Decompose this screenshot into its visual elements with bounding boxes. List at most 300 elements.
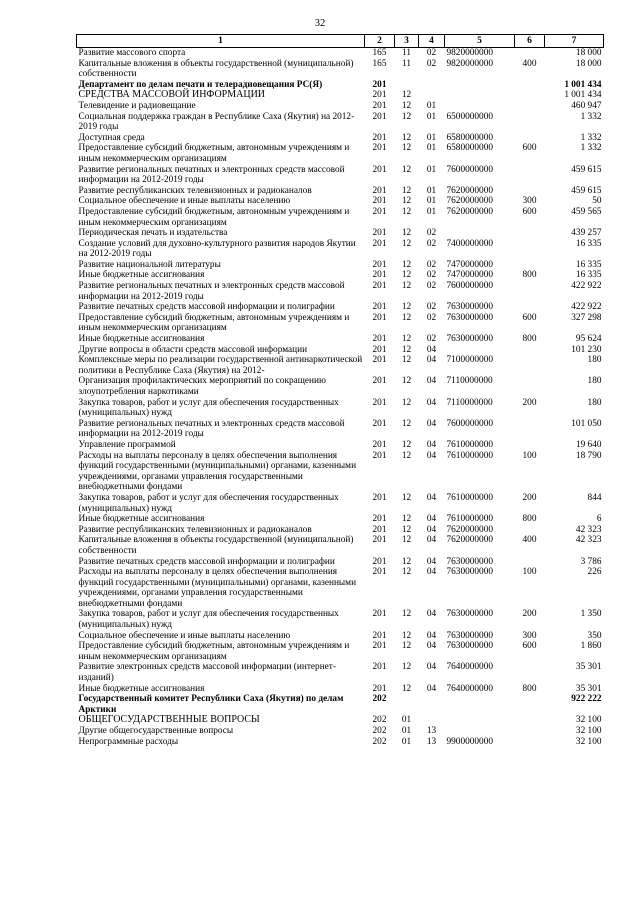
budget-table (76, 34, 604, 747)
row-code-subsection: 04 (426, 683, 437, 694)
row-name: Развитие республиканских телевизионных и радиоканалов (78, 185, 312, 196)
row-code-section: 12 (401, 514, 412, 525)
table-row (77, 514, 604, 525)
row-amount: 101 050 (571, 418, 602, 429)
row-code-admin: 201 (372, 334, 387, 345)
table-row (77, 112, 604, 133)
row-code-target: 7620000000 (446, 185, 493, 196)
row-code-target: 7600000000 (446, 418, 493, 429)
row-code-admin: 201 (372, 609, 387, 620)
row-code-admin: 201 (372, 90, 387, 101)
row-code-section: 01 (401, 715, 412, 726)
row-name: Развитие печатных средств массовой информации и полиграфии (78, 302, 335, 313)
row-code-admin: 201 (372, 630, 387, 641)
row-code-expense-type (515, 662, 545, 683)
row-amount: 226 (587, 567, 602, 578)
row-amount: 3 786 (580, 556, 602, 567)
row-code-expense-type: 400 (522, 58, 537, 69)
row-code-target: 7630000000 (446, 567, 493, 578)
row-amount: 6 (596, 514, 602, 525)
row-amount: 1 332 (580, 132, 602, 143)
row-code-subsection: 04 (426, 567, 437, 578)
row-code-admin: 202 (372, 726, 387, 736)
row-name: Предоставление субсидий бюджетным, автономным учреждениям и иным некоммерческим организациям (78, 143, 350, 164)
table-row (77, 345, 604, 356)
row-code-expense-type (515, 133, 545, 144)
row-code-target: 7640000000 (446, 683, 493, 694)
row-code-admin: 201 (372, 196, 387, 207)
row-code-target: 7110000000 (446, 376, 493, 387)
row-code-subsection: 02 (426, 270, 437, 281)
row-code-expense-type (515, 355, 545, 376)
row-name: СРЕДСТВА МАССОВОЙ ИНФОРМАЦИИ (78, 89, 266, 101)
row-code-section: 12 (401, 376, 412, 387)
row-code-expense-type (515, 376, 545, 397)
col-header-1: 1 (77, 35, 365, 48)
row-name: Социальная поддержка граждан в Республике Саха (Якутия) на 2012-2019 годы (78, 111, 355, 133)
row-name: Департамент по делам печати и телерадиовещания РС(Я) (78, 79, 323, 90)
row-code-expense-type: 800 (522, 270, 537, 281)
row-code-admin: 201 (372, 206, 387, 217)
row-code-target: 6580000000 (446, 132, 493, 143)
row-code-expense-type: 200 (522, 609, 537, 620)
row-amount: 1 001 434 (564, 79, 602, 90)
row-code-section: 12 (401, 609, 412, 620)
row-name: Социальное обеспечение и иные выплаты населению (78, 196, 291, 207)
row-code-admin: 201 (372, 683, 387, 694)
row-amount: 50 (592, 196, 602, 207)
row-code-subsection (419, 80, 445, 91)
row-code-section: 12 (401, 312, 412, 323)
row-code-admin: 201 (372, 164, 387, 175)
row-code-section: 12 (401, 132, 412, 143)
row-name: Развитие региональных печатных и электронных средств массовой информации на 2012-2019 годы (78, 164, 345, 186)
row-amount: 19 640 (575, 439, 602, 450)
row-code-subsection: 02 (426, 228, 437, 239)
row-name: Капитальные вложения в объекты государственной (муниципальной) собственности (78, 58, 354, 80)
row-code-expense-type: 600 (522, 641, 537, 652)
row-name: Развитие региональных печатных и электронных средств массовой информации на 2012-2019 годы (78, 281, 345, 302)
row-code-admin: 201 (372, 111, 387, 122)
row-code-section: 12 (401, 439, 412, 450)
row-code-target (445, 228, 515, 239)
row-code-target: 7620000000 (446, 206, 493, 217)
row-code-expense-type: 100 (522, 450, 537, 461)
col-header-6: 6 (515, 35, 545, 48)
table-row (77, 260, 604, 271)
row-name: Комплексные меры по реализации государственной антинаркотической политики в Республике Саха (Якутия) на 2012- (78, 355, 363, 376)
row-code-target: 7610000000 (446, 514, 493, 525)
table-row (77, 101, 604, 112)
row-code-admin: 201 (372, 418, 387, 429)
row-code-subsection: 02 (426, 48, 437, 58)
row-code-section: 12 (401, 270, 412, 281)
row-code-subsection: 01 (426, 132, 437, 143)
row-code-expense-type (515, 419, 545, 440)
row-code-section: 12 (401, 397, 412, 408)
row-code-target: 7640000000 (446, 662, 493, 673)
row-code-subsection (419, 715, 445, 726)
row-code-subsection: 04 (426, 355, 437, 366)
row-code-expense-type: 600 (522, 143, 537, 154)
row-code-section: 12 (401, 164, 412, 175)
row-name: Предоставление субсидий бюджетным, автономным учреждениям и иным некоммерческим организациям (78, 206, 350, 228)
row-amount: 16 335 (575, 238, 602, 249)
row-code-target: 7620000000 (446, 524, 493, 535)
row-code-target (445, 101, 515, 112)
table-row (77, 186, 604, 197)
table-row (77, 133, 604, 144)
row-code-section: 12 (401, 450, 412, 461)
row-code-expense-type: 400 (522, 535, 537, 546)
row-code-expense-type (515, 715, 545, 726)
row-code-target (445, 726, 515, 737)
row-code-subsection: 04 (426, 344, 437, 355)
row-code-admin: 201 (372, 185, 387, 196)
row-code-expense-type: 200 (522, 397, 537, 408)
row-name: Развитие массового спорта (78, 48, 186, 58)
row-code-expense-type: 100 (522, 567, 537, 578)
row-amount: 459 565 (571, 206, 602, 217)
row-code-subsection: 04 (426, 630, 437, 641)
row-code-expense-type (515, 260, 545, 271)
row-code-subsection: 13 (426, 736, 437, 747)
row-amount: 459 615 (571, 185, 602, 196)
row-name: Капитальные вложения в объекты государственной (муниципальной) собственности (78, 535, 354, 556)
row-code-subsection: 02 (426, 334, 437, 345)
row-amount: 32 100 (575, 715, 602, 726)
row-amount: 350 (587, 630, 602, 641)
row-code-expense-type (515, 557, 545, 568)
row-code-target: 7630000000 (446, 334, 493, 345)
row-name: Иные бюджетные ассигнования (78, 334, 205, 345)
row-code-target (445, 715, 515, 726)
row-code-subsection: 02 (426, 238, 437, 249)
row-name: Иные бюджетные ассигнования (78, 270, 205, 281)
row-code-target: 9900000000 (446, 736, 493, 747)
row-name: Развитие печатных средств массовой информации и полиграфии (78, 556, 335, 567)
table-row (77, 535, 604, 556)
row-code-subsection: 04 (426, 376, 437, 387)
row-code-admin: 201 (372, 641, 387, 652)
table-row (77, 376, 604, 397)
header-row (77, 35, 604, 48)
row-name: Расходы на выплаты персоналу в целях обеспечения выполнения функций государственными (муниципальными) органами, казенными учреждениями, органами управления государственными внебюджетными фондами (78, 567, 357, 609)
table-row (77, 694, 604, 715)
col-header-7: 7 (545, 35, 604, 48)
table-row (77, 143, 604, 164)
row-amount: 439 257 (571, 228, 602, 239)
row-code-target: 6500000000 (446, 111, 493, 122)
row-code-subsection: 04 (426, 439, 437, 450)
row-code-expense-type: 600 (522, 312, 537, 323)
row-code-subsection: 04 (426, 418, 437, 429)
table-row (77, 270, 604, 281)
row-amount: 16 335 (575, 270, 602, 281)
row-code-expense-type (515, 165, 545, 186)
row-code-expense-type (515, 228, 545, 239)
table-row (77, 726, 604, 737)
row-code-expense-type: 600 (522, 206, 537, 217)
row-code-target: 7630000000 (446, 312, 493, 323)
row-amount: 32 100 (575, 736, 602, 747)
row-code-section (395, 80, 419, 91)
row-code-section: 12 (401, 334, 412, 345)
row-code-admin: 201 (372, 439, 387, 450)
row-code-target: 7620000000 (446, 535, 493, 546)
row-code-section: 12 (401, 641, 412, 652)
row-amount: 42 323 (575, 535, 602, 546)
table-row (77, 59, 604, 80)
row-code-admin: 202 (372, 736, 387, 747)
row-name: Закупка товаров, работ и услуг для обеспечения государственных (муниципальных) нужд (78, 492, 339, 514)
row-name: Закупка товаров, работ и услуг для обеспечения государственных (муниципальных) нужд (78, 397, 339, 419)
row-code-admin: 201 (372, 662, 387, 673)
row-code-admin: 201 (372, 514, 387, 525)
row-code-expense-type: 300 (522, 196, 537, 207)
row-name: Телевидение и радиовещание (78, 100, 196, 111)
row-code-section: 12 (401, 196, 412, 207)
row-amount: 18 000 (575, 48, 602, 58)
row-code-admin: 202 (372, 694, 387, 705)
row-code-target: 7630000000 (446, 556, 493, 567)
row-code-admin: 201 (372, 100, 387, 111)
row-code-subsection: 01 (426, 111, 437, 122)
row-code-expense-type (515, 726, 545, 737)
table-row (77, 609, 604, 630)
row-code-target: 6580000000 (446, 143, 493, 154)
row-code-target: 7470000000 (446, 259, 493, 270)
row-amount: 922 222 (571, 694, 602, 705)
row-name: Развитие национальной литературы (78, 259, 221, 270)
col-header-5: 5 (445, 35, 515, 48)
table-row (77, 419, 604, 440)
row-code-section: 12 (401, 238, 412, 249)
row-code-expense-type (515, 186, 545, 197)
row-code-expense-type (515, 525, 545, 536)
row-code-admin: 201 (372, 376, 387, 387)
row-code-subsection: 04 (426, 662, 437, 673)
table-row (77, 228, 604, 239)
row-code-section: 12 (401, 535, 412, 546)
row-code-section: 01 (401, 726, 412, 736)
row-code-target: 7630000000 (446, 630, 493, 641)
row-code-expense-type (515, 302, 545, 313)
row-code-section: 12 (401, 143, 412, 154)
row-code-target: 7470000000 (446, 270, 493, 281)
row-code-subsection: 02 (426, 281, 437, 292)
table-row (77, 398, 604, 419)
row-code-target (445, 90, 515, 101)
row-amount: 18 000 (575, 58, 602, 69)
row-code-admin: 201 (372, 397, 387, 408)
row-code-subsection: 04 (426, 535, 437, 546)
row-code-admin: 201 (372, 259, 387, 270)
row-code-expense-type (515, 440, 545, 451)
row-code-admin: 201 (372, 312, 387, 323)
row-code-expense-type (515, 90, 545, 101)
row-code-section: 12 (401, 492, 412, 503)
table-row (77, 557, 604, 568)
row-code-section: 12 (401, 100, 412, 111)
row-code-target: 7630000000 (446, 641, 493, 652)
row-code-target: 9820000000 (446, 58, 493, 69)
row-code-section: 12 (401, 344, 412, 355)
row-name: ОБЩЕГОСУДАРСТВЕННЫЕ ВОПРОСЫ (78, 714, 260, 726)
row-code-section: 12 (401, 111, 412, 122)
table-row (77, 684, 604, 695)
row-code-admin: 201 (372, 270, 387, 281)
row-code-section: 12 (401, 259, 412, 270)
row-code-expense-type: 200 (522, 492, 537, 503)
row-amount: 459 615 (571, 164, 602, 175)
table-row (77, 662, 604, 683)
row-name: Расходы на выплаты персоналу в целях обеспечения выполнения функций государственными (муниципальными) органами, казенными учреждениями, органами управления государственными внебюджетными фондами (78, 450, 357, 493)
row-code-subsection: 01 (426, 196, 437, 207)
table-row (77, 239, 604, 260)
row-name: Социальное обеспечение и иные выплаты населению (78, 630, 291, 641)
table-row (77, 440, 604, 451)
table-row (77, 715, 604, 726)
table-row (77, 525, 604, 536)
row-code-admin: 201 (372, 556, 387, 567)
row-code-target (445, 80, 515, 91)
row-amount: 95 624 (575, 334, 602, 345)
row-code-target: 7620000000 (446, 196, 493, 207)
row-name: Закупка товаров, работ и услуг для обеспечения государственных (муниципальных) нужд (78, 609, 339, 631)
row-name: Иные бюджетные ассигнования (78, 514, 205, 525)
table-body (77, 48, 604, 748)
col-header-3: 3 (395, 35, 419, 48)
row-amount: 35 301 (575, 683, 602, 694)
row-code-subsection: 04 (426, 397, 437, 408)
row-code-subsection: 02 (426, 58, 437, 69)
row-code-subsection: 01 (426, 164, 437, 175)
row-code-section (395, 694, 419, 715)
row-code-admin: 201 (372, 302, 387, 313)
row-code-subsection: 01 (426, 206, 437, 217)
row-code-section: 12 (401, 90, 412, 101)
row-code-admin: 202 (372, 715, 387, 726)
row-code-admin: 201 (372, 524, 387, 535)
row-code-expense-type: 300 (522, 630, 537, 641)
row-code-subsection: 02 (426, 312, 437, 323)
row-code-subsection: 02 (426, 259, 437, 270)
row-code-section: 12 (401, 185, 412, 196)
row-amount: 1 332 (580, 143, 602, 154)
row-code-subsection (419, 694, 445, 715)
row-name: Управление программой (78, 439, 176, 450)
row-code-section: 12 (401, 662, 412, 673)
row-code-subsection: 04 (426, 556, 437, 567)
row-code-section: 01 (401, 736, 412, 747)
row-amount: 1 860 (580, 641, 602, 652)
row-code-admin: 201 (372, 281, 387, 292)
row-amount: 1 332 (580, 111, 602, 122)
row-amount: 422 922 (571, 281, 602, 292)
row-code-subsection: 02 (426, 302, 437, 313)
row-code-subsection: 04 (426, 514, 437, 525)
table-row (77, 641, 604, 662)
table-row (77, 451, 604, 493)
row-amount: 101 230 (571, 344, 602, 355)
row-amount: 18 790 (575, 450, 602, 461)
row-code-admin: 201 (372, 450, 387, 461)
row-code-admin: 201 (372, 79, 387, 90)
row-code-subsection: 04 (426, 492, 437, 503)
table-row (77, 631, 604, 642)
row-code-expense-type: 800 (522, 683, 537, 694)
row-code-expense-type (515, 112, 545, 133)
row-code-target: 7400000000 (446, 238, 493, 249)
row-code-admin: 201 (372, 228, 387, 239)
row-code-expense-type (515, 345, 545, 356)
row-code-section: 11 (402, 58, 411, 69)
row-code-expense-type (515, 48, 545, 59)
row-code-target: 7100000000 (446, 355, 493, 366)
row-code-subsection (419, 90, 445, 101)
table-row (77, 355, 604, 376)
row-name: Организация профилактических мероприятий по сокращению злоупотребления наркотиками (78, 376, 326, 397)
row-code-admin: 201 (372, 492, 387, 503)
row-code-section: 12 (401, 630, 412, 641)
row-code-expense-type (515, 737, 545, 748)
col-header-2: 2 (365, 35, 395, 48)
table-row (77, 302, 604, 313)
table-row (77, 737, 604, 748)
row-code-section: 12 (401, 302, 412, 313)
table-row (77, 90, 604, 101)
row-code-target (445, 345, 515, 356)
row-code-section: 12 (401, 281, 412, 292)
row-code-subsection: 01 (426, 143, 437, 154)
table-row (77, 48, 604, 59)
row-code-section: 12 (401, 683, 412, 694)
row-code-section: 12 (401, 355, 412, 366)
row-amount: 422 922 (571, 302, 602, 313)
row-code-admin: 201 (372, 567, 387, 578)
row-code-expense-type (515, 80, 545, 91)
row-code-subsection: 13 (426, 726, 437, 736)
row-code-target: 7630000000 (446, 609, 493, 620)
row-amount: 16 335 (575, 259, 602, 270)
row-code-admin: 165 (372, 58, 387, 69)
table-row (77, 493, 604, 514)
row-code-subsection: 04 (426, 609, 437, 620)
row-code-subsection: 04 (426, 450, 437, 461)
row-name: Создание условий для духовно-культурного развития народов Якутии на 2012-2019 годы (78, 238, 356, 260)
row-amount: 1 001 434 (564, 90, 602, 101)
row-name: Государственный комитет Республики Саха (Якутия) по делам Арктики (78, 694, 344, 715)
row-code-target: 7610000000 (446, 439, 493, 450)
row-code-target: 7600000000 (446, 281, 493, 292)
row-code-target: 7610000000 (446, 450, 493, 461)
table-row (77, 313, 604, 334)
row-code-subsection: 04 (426, 641, 437, 652)
row-code-expense-type (515, 101, 545, 112)
row-code-target: 7610000000 (446, 492, 493, 503)
row-code-expense-type (515, 239, 545, 260)
row-name: Развитие электронных средств массовой информации (интернет-изданий) (78, 662, 336, 684)
table-row (77, 334, 604, 345)
row-code-section: 12 (401, 524, 412, 535)
row-code-target: 9820000000 (446, 48, 493, 58)
row-amount: 180 (587, 355, 602, 366)
table-row (77, 281, 604, 302)
row-name: Периодическая печать и издательства (78, 228, 228, 239)
row-code-expense-type: 800 (522, 334, 537, 345)
row-code-admin: 165 (372, 48, 387, 58)
